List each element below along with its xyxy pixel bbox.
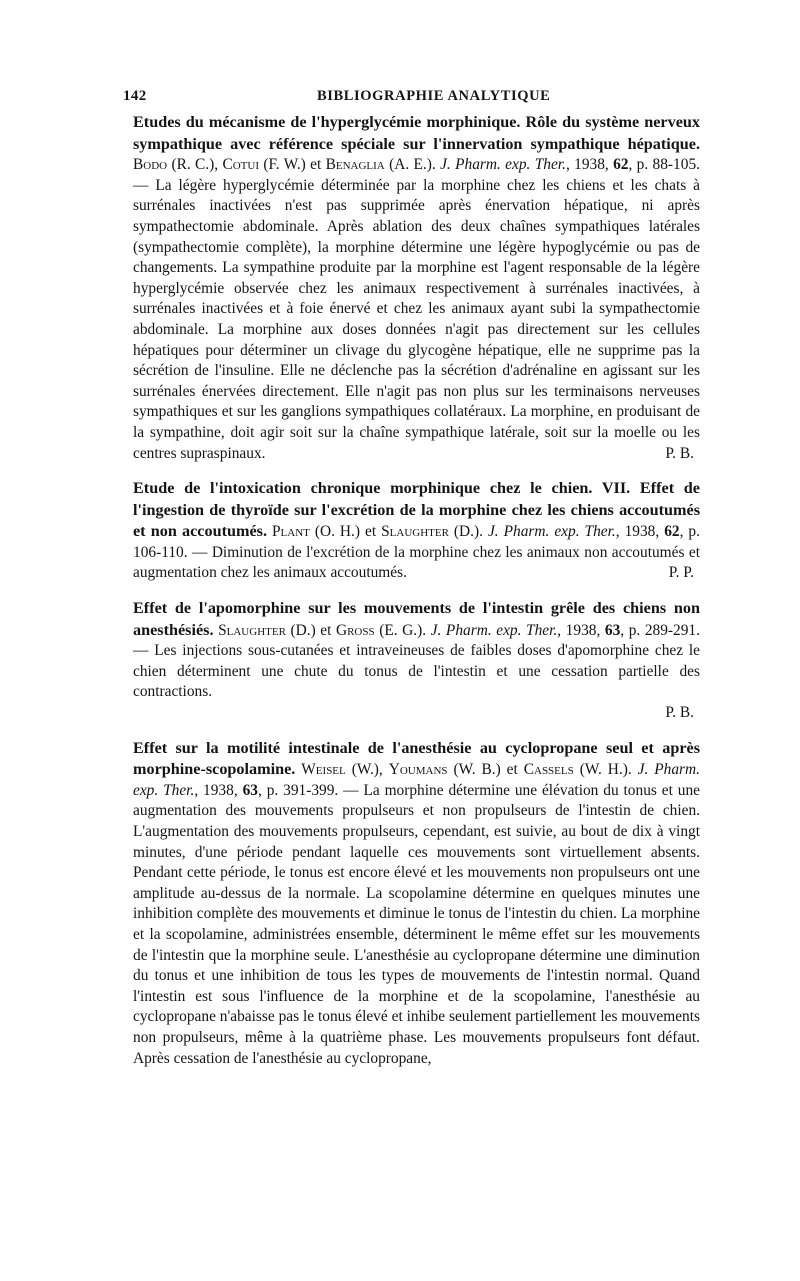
- author-initials: (W. H.).: [579, 761, 632, 779]
- entry-title: Etudes du mécanisme de l'hyperglycémie morphinique. Rôle du système nerveux sympathique avec référence spéciale sur l'innervation sympathique hépatique.: [133, 113, 700, 153]
- entry-title: Effet sur la motilité intestinale de l'anesthésie au cyclopropane seul et après morphine-scopolamine.: [133, 738, 700, 779]
- author-name: Benaglia: [325, 156, 385, 174]
- running-title: BIBLIOGRAPHIE ANALYTIQUE: [317, 88, 551, 104]
- volume-number: 62: [613, 156, 629, 174]
- author-initials: (A. E.).: [389, 156, 436, 174]
- entry-title: Etude de l'intoxication chronique morphinique chez le chien. VII. Effet de l'ingestion de thyroïde sur l'excrétion de la morphine chez les chiens accoutumés et non accoutumés.: [133, 479, 700, 541]
- author-name: Bodo: [133, 156, 168, 174]
- author-initials: (W.),: [351, 761, 383, 779]
- journal-name: J. Pharm. exp. Ther.: [487, 523, 616, 541]
- page-range: , p. 289-291. —: [133, 621, 700, 660]
- publication-year: , 1938,: [565, 156, 609, 174]
- author-name: Slaughter: [381, 523, 449, 541]
- entry-title: Effet de l'apomorphine sur les mouvements de l'intestin grêle des chiens non anesthésiés.: [133, 599, 700, 639]
- journal-name: J. Pharm. exp. Ther.: [430, 621, 558, 639]
- entry-abstract: Les injections sous-cutanées et intraveineuses de faibles doses d'apomorphine chez le chien déterminent une chute du tonus de l'intestin et une cessation partielle des contractions.: [133, 642, 700, 701]
- publication-year: , 1938,: [615, 523, 660, 541]
- author-name: Cotui: [222, 156, 260, 174]
- volume-number: 63: [604, 621, 621, 639]
- author-initials: (D.).: [453, 523, 483, 541]
- author-initials: (R. C.),: [171, 156, 219, 174]
- page-range: , p. 88-105. —: [133, 156, 700, 194]
- author-initials: (F. W.) et: [263, 156, 322, 174]
- author-name: Cassels: [523, 761, 574, 779]
- reviewer-signature: P. P.: [668, 564, 694, 582]
- entry-abstract: La légère hyperglycémie déterminée par la morphine chez les chiens et les chats à surrénales inactivées n'est pas supprimée après énervation hépatique, ni après sympathectomie abdominale. Après ablation des deux chaînes sympathiques latérales (sympathectomie complète), la morphine détermine une légère hypoglycémie ou pas de changements. La sympathine produite par la morphine est l'agent responsable de la légère hyperglycémie observée chez les animaux respectivement à surrénales inactivées, à surrénales inactivées et à foie énervé et chez les animaux ayant subi la sympathectomie abdominale. La morphine aux doses données n'agit pas directement sur les cellules hépatiques pour déterminer un clivage du glycogène hépatique, elle ne supprime pas la sécrétion de l'insuline. Elle ne déclenche pas la sécrétion d'adrénaline en agissant sur les surrénales énervées directement. Elle n'agit pas non plus sur les terminaisons nerveuses sympathiques et sur les ganglions sympathiques collatéraux. La morphine, en produisant de la sympathine, doit agir soit sur la chaîne sympathique latérale, soit sur la moelle ou les centres supraspinaux.: [133, 176, 700, 462]
- author-name: Weisel: [301, 761, 346, 779]
- author-initials: (O. H.) et: [314, 523, 377, 541]
- reviewer-signature: P. B.: [665, 704, 694, 722]
- entry-abstract: Diminution de l'excrétion de la morphine chez les animaux non accoutumés et augmentation chez les animaux accoutumés.: [133, 543, 700, 582]
- author-name: Gross: [335, 621, 375, 639]
- author-initials: (E. G.).: [379, 621, 427, 639]
- bibliography-entry-2: [133, 478, 700, 584]
- page-range: , p. 391-399. —: [257, 781, 359, 799]
- entry-abstract: La morphine détermine une élévation du tonus et une augmentation des mouvements propulseurs et non propulseurs de l'intestin de chien. L'augmentation des mouvements propulseurs, cependant, est suivie, au bout de dix à vingt minutes, d'une période pendant laquelle ces mouvements sont virtuellement absents. Pendant cette période, le tonus est encore élevé et les mouvements non propulseurs ont une amplitude au-dessus de la normale. La scopolamine détermine en quelques minutes une inhibition complète des mouvements et diminue le tonus de l'intestin du chien. La morphine et la scopolamine, administrées ensemble, déterminent le même effet sur les mouvements de l'intestin que la morphine seule. L'anesthésie au cyclopropane détermine une diminution du tonus et une inhibition de tous les types de mouvements de l'intestin normal. Quand l'intestin est sous l'influence de la morphine et de la scopolamine, l'anesthésie au cyclopropane n'abaisse pas le tonus élevé et inhibe seulement partiellement les mouvements non propulseurs, même à la quatrième phase. Les mouvements propulseurs font défaut. Après cessation de l'anesthésie au cyclopropane,: [133, 781, 700, 1067]
- bibliography-entry-3: [133, 598, 700, 724]
- author-name: Slaughter: [218, 621, 286, 639]
- author-name: Youmans: [388, 761, 448, 779]
- reviewer-signature: P. B.: [665, 444, 694, 462]
- author-initials: (W. B.) et: [453, 761, 518, 779]
- author-initials: (D.) et: [290, 621, 332, 639]
- journal-name: J. Pharm. exp. Ther.: [440, 156, 566, 174]
- publication-year: , 1938,: [194, 781, 238, 799]
- bibliography-entry-1: [133, 112, 700, 464]
- page-range: , p. 106-110. —: [133, 523, 700, 561]
- running-header: [123, 88, 700, 112]
- journal-name: J. Pharm. exp. Ther.: [133, 761, 700, 799]
- page-number: 142: [123, 88, 147, 104]
- volume-number: 63: [242, 781, 258, 799]
- journal-page: [123, 88, 700, 1069]
- bibliography-entry-4: [133, 738, 700, 1070]
- volume-number: 62: [664, 523, 680, 541]
- author-name: Plant: [271, 523, 310, 541]
- publication-year: , 1938,: [557, 621, 601, 639]
